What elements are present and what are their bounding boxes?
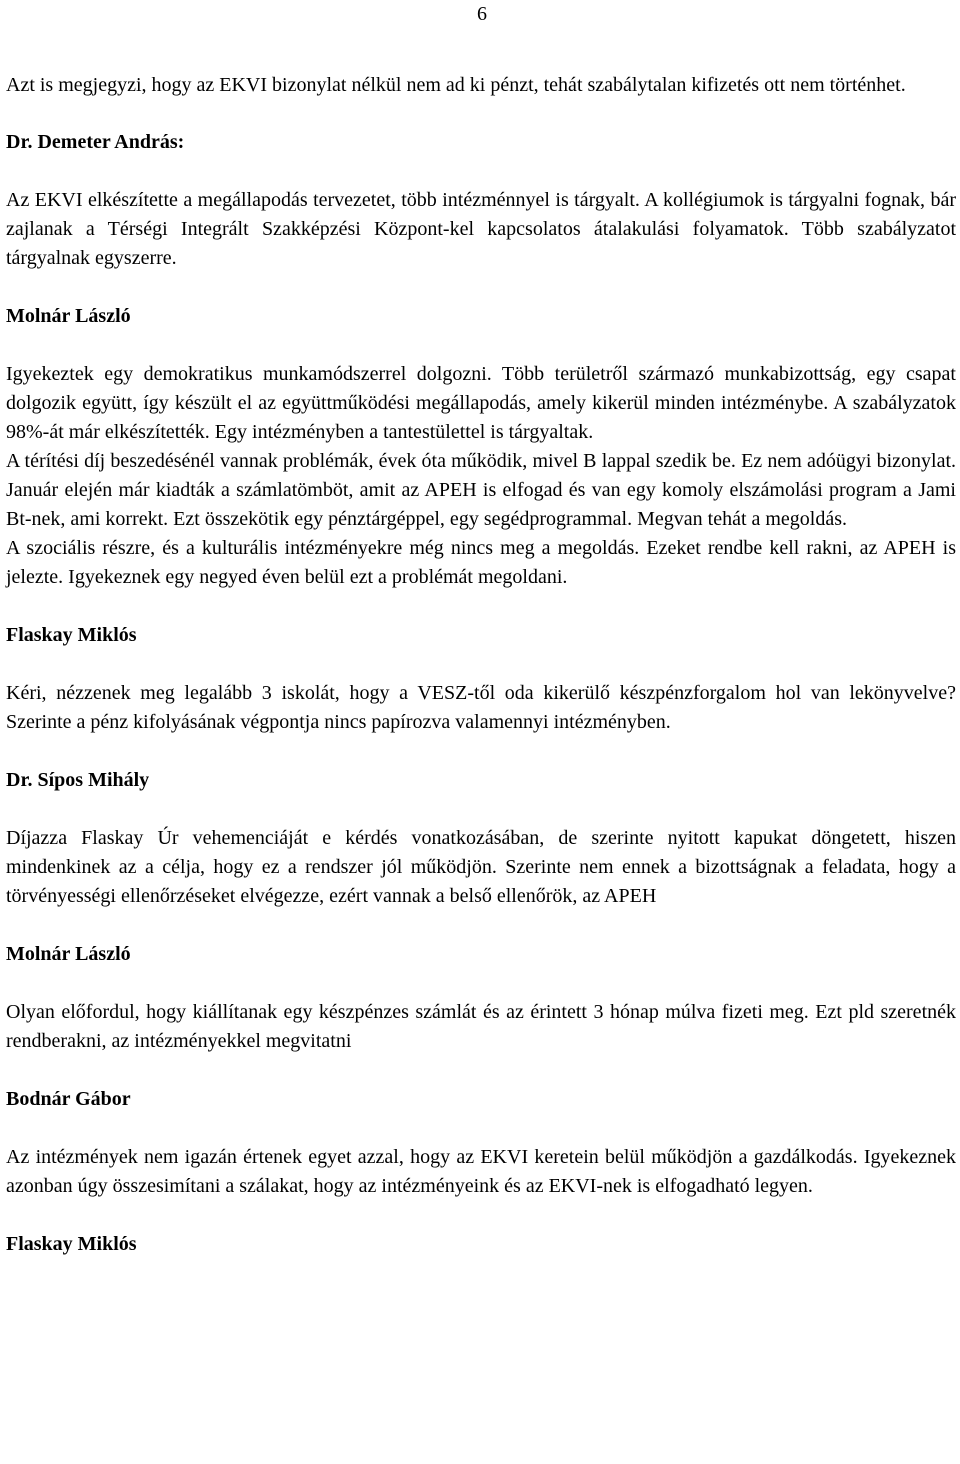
page-number: 6 [477,3,487,25]
speaker-heading: Molnár László [6,943,131,965]
speaker-heading: Bodnár Gábor [6,1088,131,1110]
paragraph: Olyan előfordul, hogy kiállítanak egy készpénzes számlát és az érintett 3 hónap múlva fizeti meg. Ezt pld szeretnék rendberakni, az intézményekkel megvitatni [6,1001,956,1052]
spacer [6,100,956,128]
spacer [6,157,956,186]
paragraph: Az EKVI elkészítette a megállapodás tervezetet, több intézménnyel is tárgyalt. A kollégiumok is tárgyalni fognak, bár zajlanak a Térségi Integrált Szakképzési Központ-kel kapcsolatos átalakulási folyamatok. Több szabályzatot tárgyalnak egyszerre. [6,189,956,269]
speaker-heading: Flaskay Miklós [6,1233,137,1255]
spacer [6,737,956,766]
speaker-heading: Dr. Demeter András: [6,131,185,153]
spacer [6,331,956,360]
spacer [6,650,956,679]
spacer [6,592,956,621]
paragraph: Igyekeztek egy demokratikus munkamódszerrel dolgozni. Több területről származó munkabizottság, egy csapat dolgozik együtt, így készült el az együttműködési megállapodás, amely kikerül minden intézménybe. A szabályzatok 98%-át már elkészítették. Egy intézményben a tantestülettel is tárgyaltak. [6,363,956,443]
speaker-heading: Dr. Sípos Mihály [6,769,150,791]
speaker-heading: Molnár László [6,305,131,327]
spacer [6,1201,956,1230]
paragraph: Kéri, nézzenek meg legalább 3 iskolát, hogy a VESZ-től oda kikerülő készpénzforgalom hol van lekönyvelve? Szerinte a pénz kifolyásának végpontja nincs papírozva valamennyi intézményben. [6,682,956,733]
spacer [6,795,956,824]
paragraph: Díjazza Flaskay Úr vehemenciáját e kérdés vonatkozásában, de szerinte nyitott kapukat döngetett, hiszen mindenkinek az a célja, hogy ez a rendszer jól működjön. Szerinte nem ennek a bizottságnak a feladata, hogy a törvényességi ellenőrzéseket elvégezze, ezért vannak a belső ellenőrök, az APEH [6,827,956,907]
speaker-heading: Flaskay Miklós [6,624,137,646]
paragraph: A szociális részre, és a kulturális intézményekre még nincs meg a megoldás. Ezeket rendbe kell rakni, az APEH is jelezte. Igyekeznek egy negyed éven belül ezt a problémát megoldani. [6,537,956,588]
paragraph: Azt is megjegyzi, hogy az EKVI bizonylat nélkül nem ad ki pénzt, tehát szabálytalan kifizetés ott nem történhet. [6,74,906,96]
spacer [6,1114,956,1143]
document-body [6,71,956,1259]
spacer [6,273,956,302]
spacer [6,969,956,998]
spacer [6,1056,956,1085]
paragraph: Az intézmények nem igazán értenek egyet azzal, hogy az EKVI keretein belül működjön a gazdálkodás. Igyekeznek azonban úgy összesimítani a szálakat, hogy az intézményeink és az EKVI-nek is elfogadható legyen. [6,1146,956,1197]
paragraph: A térítési díj beszedésénél vannak problémák, évek óta működik, mivel B lappal szedik be. Ez nem adóügyi bizonylat. Január elején már kiadták a számlatömböt, amit az APEH is elfogad és van egy komoly elszámolási program a Jami Bt-nek, ami korrekt. Ezt összekötik egy pénztárgéppel, egy segédprogrammal. Megvan tehát a megoldás. [6,450,956,530]
spacer [6,911,956,940]
